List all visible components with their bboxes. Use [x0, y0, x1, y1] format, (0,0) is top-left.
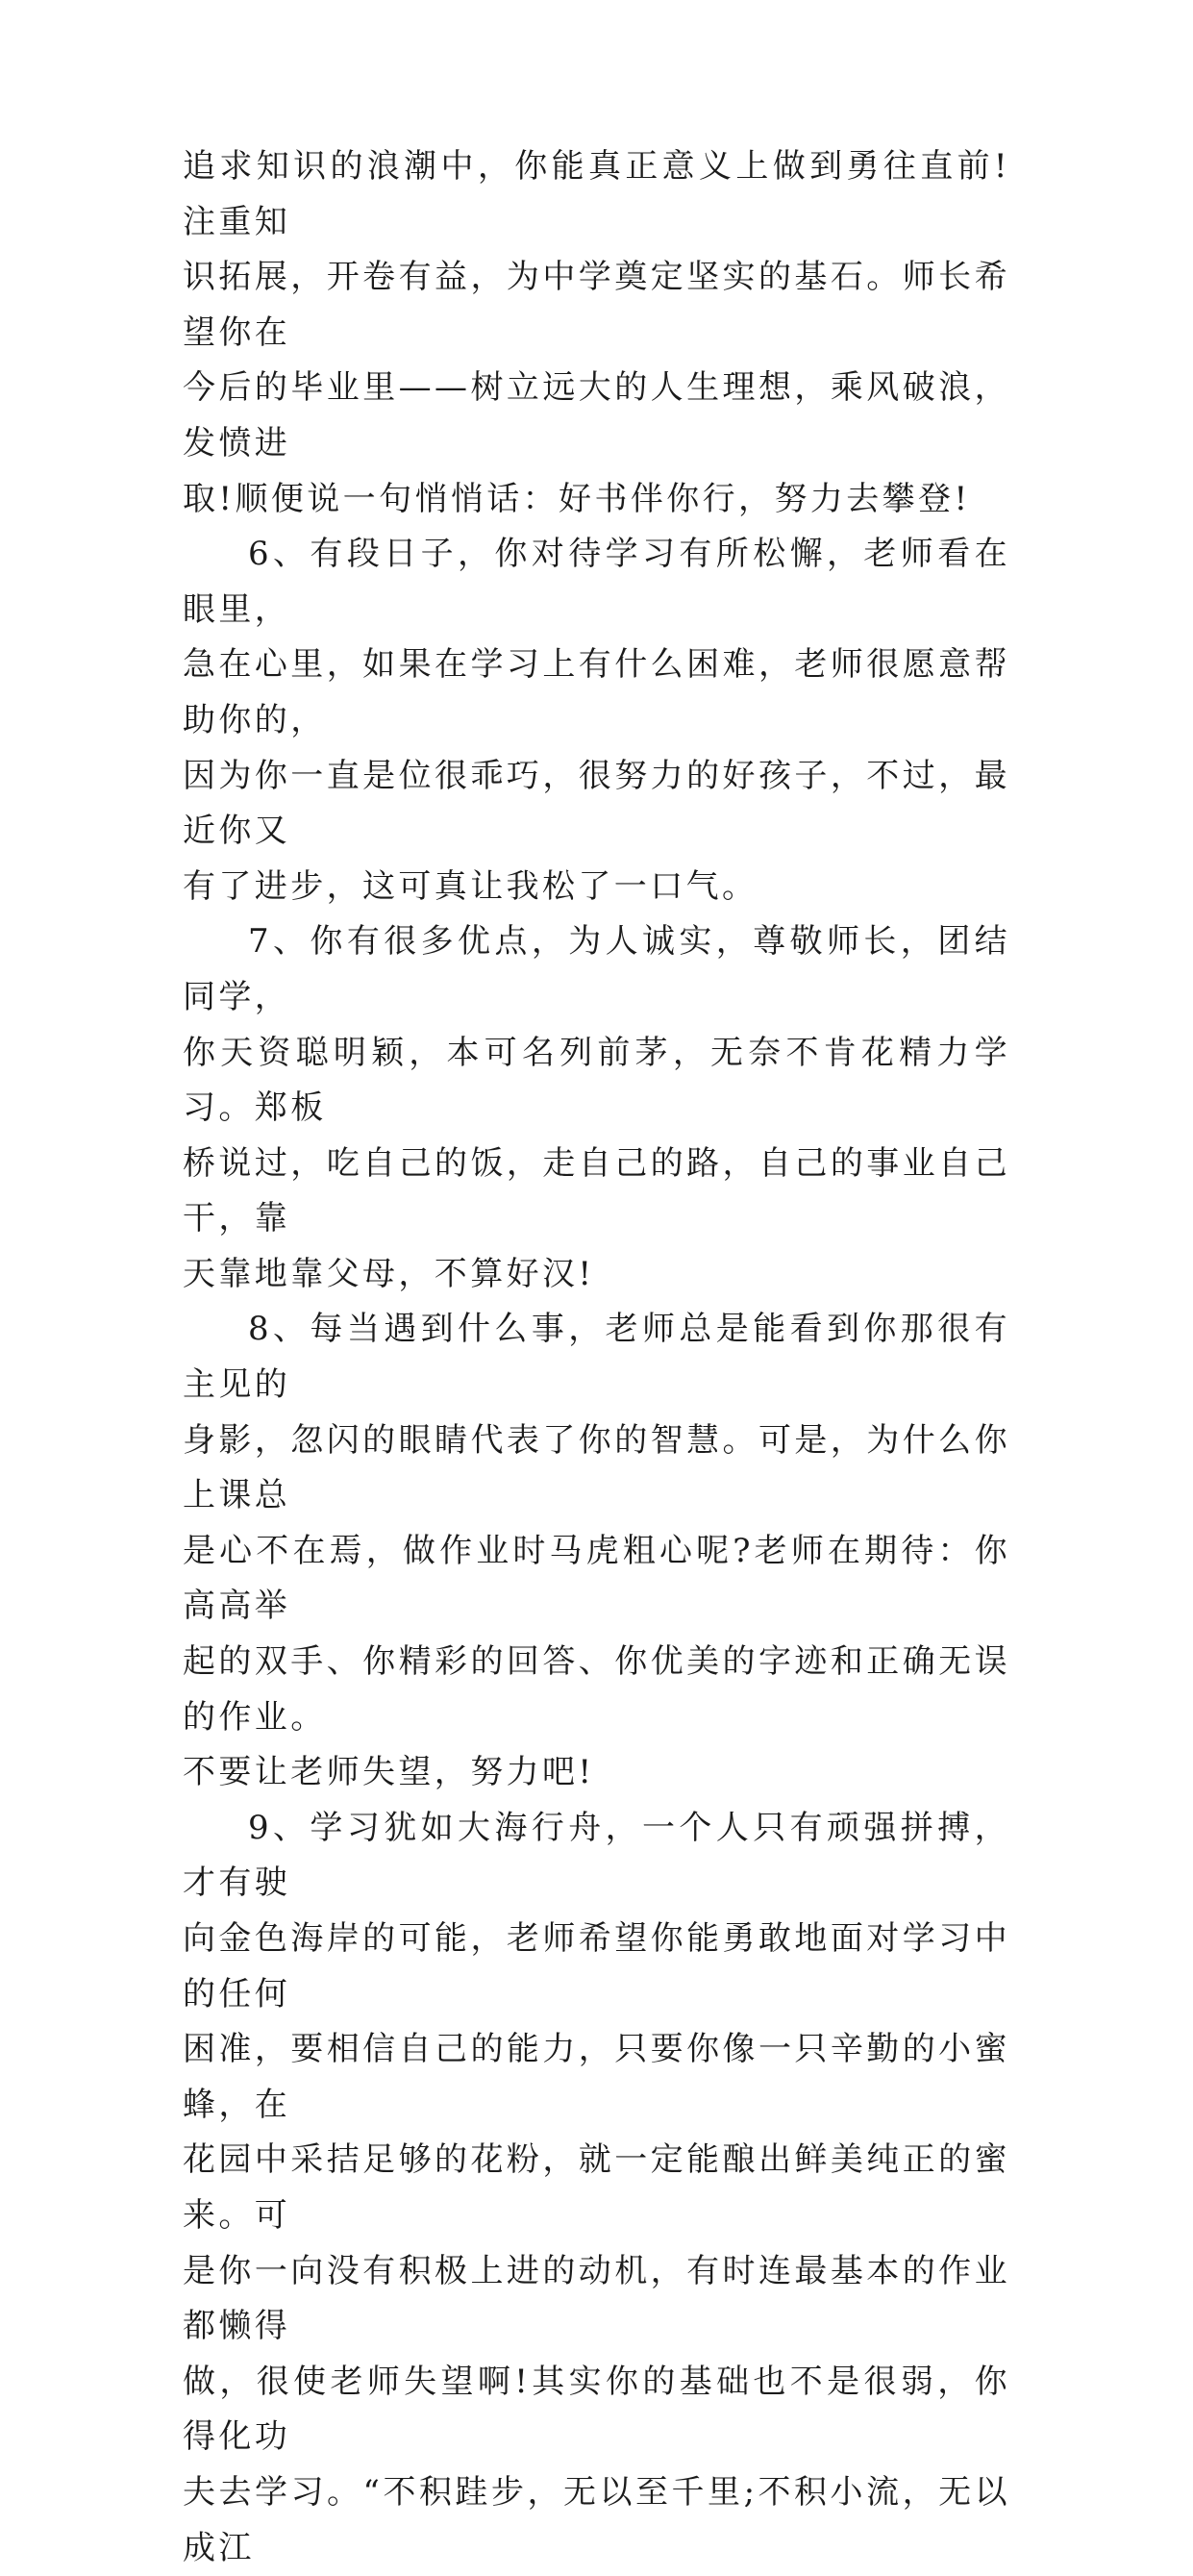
document-page	[183, 139, 1010, 2576]
paragraph-9: 9、学习犹如大海行舟，一个人只有顽强拼搏，才有驶 向金色海岸的可能，老师希望你能勇敢地面对学习中的任何 困准，要相信自己的能力，只要你像一只辛勤的小蜜蜂，在 花园中采拮足够的花粉，就一定能酿出鲜美纯正的蜜来。可 是你一向没有积极上进的动机，有时连最基本的作业都懒得 做，很使老师失望啊!其实你的基础也不是很弱，你得化功 夫去学习。“不积跬步，无以至千里;不积小流，无以成江	[183, 1808, 1010, 2567]
paragraph-6: 6、有段日子，你对待学习有所松懈，老师看在眼里， 急在心里，如果在学习上有什么困难，老师很愿意帮助你的， 因为你一直是位很乖巧，很努力的好孩子，不过，最近你又 有了进步，这可真让我松了一口气。	[183, 535, 1010, 906]
paragraph-7: 7、你有很多优点，为人诚实，尊敬师长，团结同学， 你天资聪明颖，本可名列前茅，无奈不肯花精力学习。郑板 桥说过，吃自己的饭，走自己的路，自己的事业自己干，靠 天靠地靠父母，不算好汉!	[183, 922, 1010, 1293]
paragraph-8: 8、每当遇到什么事，老师总是能看到你那很有主见的 身影，忽闪的眼睛代表了你的智慧。可是，为什么你上课总 是心不在焉，做作业时马虎粗心呢?老师在期待：你高高举 起的双手、你精彩的回答、你优美的字迹和正确无误的作业。 不要让老师失望，努力吧!	[183, 1310, 1010, 1792]
paragraph-continuation: 追求知识的浪潮中，你能真正意义上做到勇往直前!注重知 识拓展，开卷有益，为中学奠定坚实的基石。师长希望你在 今后的毕业里——树立远大的人生理想，乘风破浪，发愤进 取!顺便说一句悄悄话：好书伴你行，努力去攀登!	[183, 147, 1010, 518]
